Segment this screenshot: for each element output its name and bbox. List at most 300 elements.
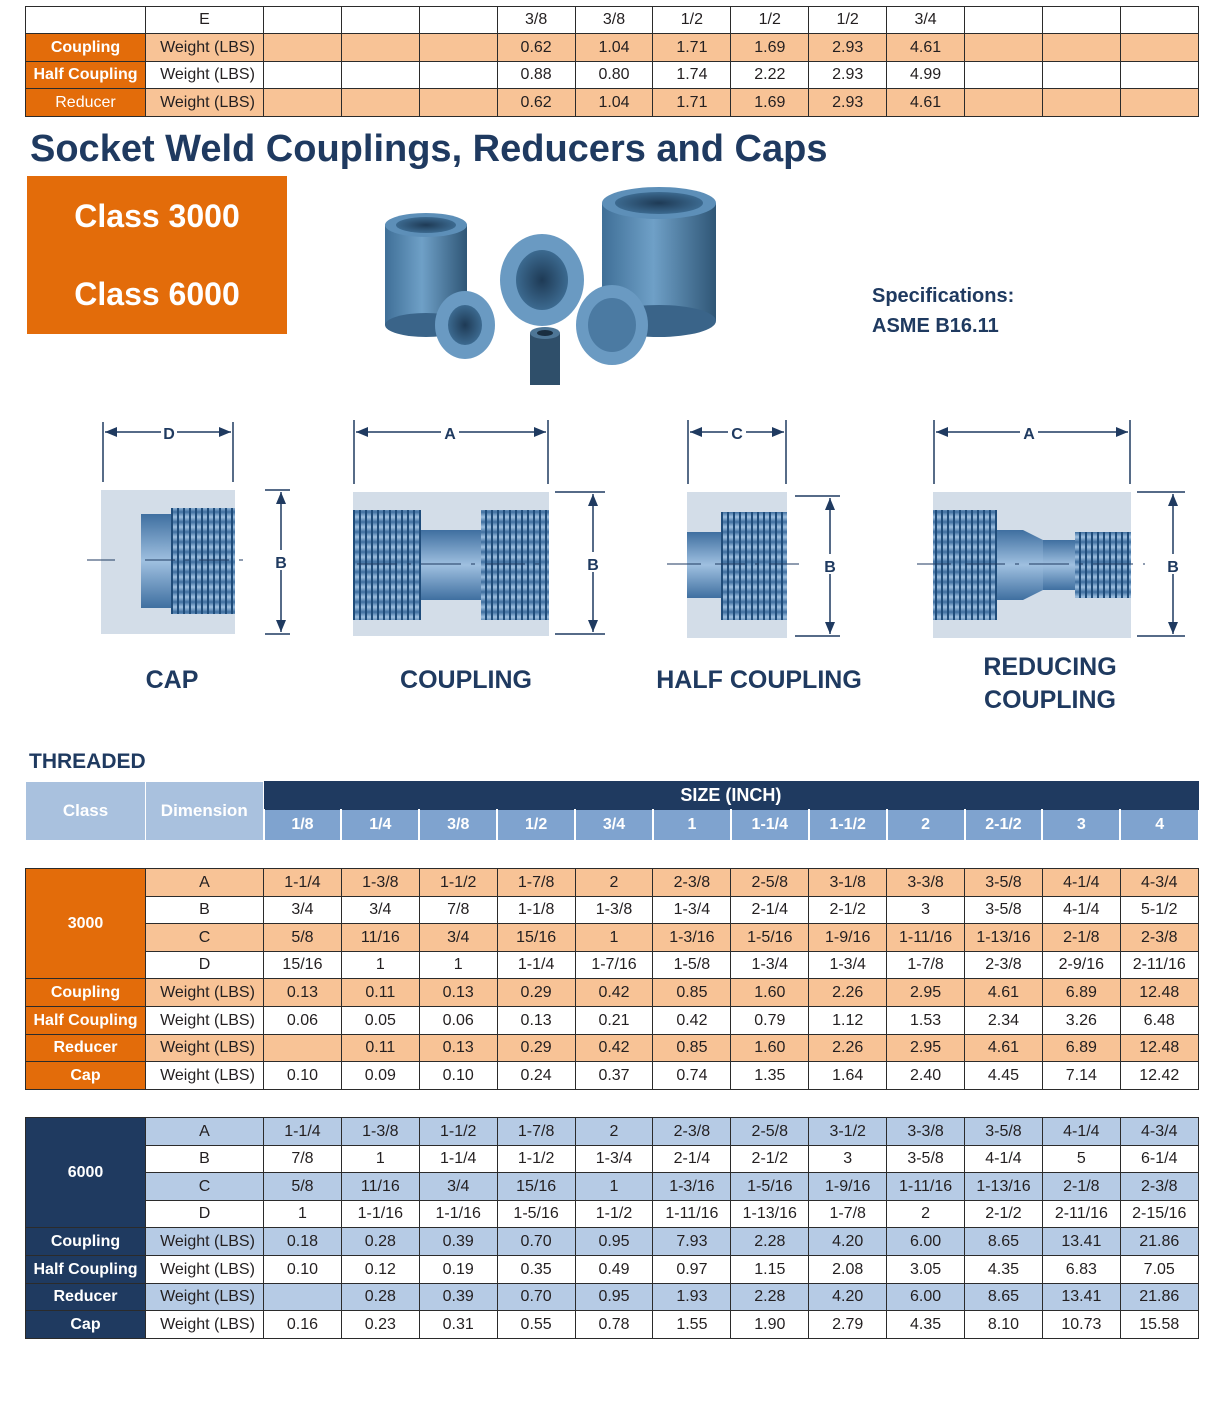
table-cell: 2.95 xyxy=(887,979,965,1007)
cap-label: CAP xyxy=(145,666,199,694)
table-cell: 3 xyxy=(887,897,965,924)
table-cell: 21.86 xyxy=(1120,1284,1198,1311)
table-cell xyxy=(264,7,342,34)
table-row xyxy=(26,1256,1199,1284)
table-cell: 2-1/2 xyxy=(965,1201,1043,1228)
table-cell: 4.20 xyxy=(809,1284,887,1311)
table-cell xyxy=(1042,7,1120,34)
table-cell: 1-3/8 xyxy=(341,1118,419,1146)
table-cell: 1/2 xyxy=(731,7,809,34)
table-row xyxy=(26,869,1199,897)
table-cell: 0.79 xyxy=(731,1007,809,1035)
table-cell: 7/8 xyxy=(264,1146,342,1173)
table-cell: 1/2 xyxy=(809,7,887,34)
table-cell: 2-3/8 xyxy=(1120,924,1198,952)
dim-label: D xyxy=(146,1201,264,1228)
table-cell: 0.74 xyxy=(653,1062,731,1090)
table-cell: 1.71 xyxy=(653,89,731,117)
table-cell xyxy=(264,62,342,89)
table-cell: 5/8 xyxy=(264,1173,342,1201)
table-cell: 7.14 xyxy=(1042,1062,1120,1090)
table-cell: 0.31 xyxy=(419,1311,497,1339)
table-row xyxy=(26,1228,1199,1256)
table-cell xyxy=(965,89,1043,117)
table-cell: 1.04 xyxy=(575,89,653,117)
half-coupling-label: HALF COUPLING xyxy=(656,666,862,694)
table-cell: 4-3/4 xyxy=(1120,1118,1198,1146)
reducing-coupling-label xyxy=(950,651,1150,717)
dim-label: Weight (LBS) xyxy=(146,34,264,62)
table-row xyxy=(26,62,1199,89)
reducing-coupling-diagram xyxy=(915,412,1195,652)
table-cell: 1.60 xyxy=(731,979,809,1007)
dim-label: Weight (LBS) xyxy=(146,1062,264,1090)
table-cell: 1-11/16 xyxy=(887,924,965,952)
table-cell: 4.61 xyxy=(965,1035,1043,1062)
table-cell: 4-1/4 xyxy=(1042,897,1120,924)
table-cell: 6.83 xyxy=(1042,1256,1120,1284)
dim-label: E xyxy=(146,7,264,34)
table-cell: 21.86 xyxy=(1120,1228,1198,1256)
table-cell: 0.49 xyxy=(575,1256,653,1284)
table-cell: 0.09 xyxy=(341,1062,419,1090)
table-cell: 3/4 xyxy=(419,924,497,952)
table-cell: 1-1/4 xyxy=(264,1118,342,1146)
table-cell: 1-11/16 xyxy=(887,1173,965,1201)
dim-label: Weight (LBS) xyxy=(146,1311,264,1339)
dim-letter-b: B xyxy=(587,557,599,574)
size-column-header: 3/8 xyxy=(419,810,497,841)
table-cell: 2-3/8 xyxy=(1120,1173,1198,1201)
table-cell: 15/16 xyxy=(497,1173,575,1201)
reducing-coupling-label-line1: REDUCING xyxy=(983,653,1117,681)
table-cell: 15/16 xyxy=(497,924,575,952)
table-cell: 11/16 xyxy=(341,924,419,952)
table-cell: 2.28 xyxy=(731,1284,809,1311)
spec-label: Specifications: xyxy=(872,285,1015,307)
table-cell: 1-3/8 xyxy=(575,897,653,924)
table-cell: 2-11/16 xyxy=(1120,952,1198,979)
table-cell: 10.73 xyxy=(1042,1311,1120,1339)
table-cell: 3.05 xyxy=(887,1256,965,1284)
table-cell: 2-1/2 xyxy=(809,897,887,924)
class-6000-label: Class 6000 xyxy=(74,276,240,312)
table-cell: 0.42 xyxy=(653,1007,731,1035)
table-cell: 1-1/4 xyxy=(264,869,342,897)
table-cell: 6.89 xyxy=(1042,1035,1120,1062)
size-column-header: 1-1/2 xyxy=(809,810,887,841)
table-cell: 1-5/16 xyxy=(497,1201,575,1228)
size-column-header: 1/2 xyxy=(497,810,575,841)
table-cell: 0.39 xyxy=(419,1228,497,1256)
size-column-header: 2-1/2 xyxy=(965,810,1043,841)
size-column-header: 1/8 xyxy=(264,810,342,841)
table-cell: 3 xyxy=(809,1146,887,1173)
table-cell: 3/4 xyxy=(341,897,419,924)
row-label: Reducer xyxy=(26,1035,146,1062)
table-cell: 4-3/4 xyxy=(1120,869,1198,897)
table-cell: 2-15/16 xyxy=(1120,1201,1198,1228)
size-column-header: 3 xyxy=(1042,810,1120,841)
half-coupling-diagram xyxy=(665,412,865,652)
table-cell: 1-11/16 xyxy=(653,1201,731,1228)
table-row xyxy=(26,34,1199,62)
table-cell: 2.22 xyxy=(731,62,809,89)
table-cell: 1-7/8 xyxy=(887,952,965,979)
table-cell: 0.62 xyxy=(497,34,575,62)
table-cell: 3-5/8 xyxy=(887,1146,965,1173)
table-cell: 0.11 xyxy=(341,979,419,1007)
table-cell: 2.26 xyxy=(809,979,887,1007)
table-cell: 0.95 xyxy=(575,1284,653,1311)
table-cell: 0.24 xyxy=(497,1062,575,1090)
table-cell: 5/8 xyxy=(264,924,342,952)
table-cell: 2.26 xyxy=(809,1035,887,1062)
table-cell xyxy=(1120,62,1198,89)
dim-label: Weight (LBS) xyxy=(146,979,264,1007)
dim-label: D xyxy=(146,952,264,979)
size-header xyxy=(25,781,1199,841)
table-cell: 2.95 xyxy=(887,1035,965,1062)
cap-diagram xyxy=(85,412,300,652)
table-cell: 0.55 xyxy=(497,1311,575,1339)
table-cell: 0.78 xyxy=(575,1311,653,1339)
table-cell: 1-3/16 xyxy=(653,1173,731,1201)
table-cell: 0.19 xyxy=(419,1256,497,1284)
table-cell: 2-1/4 xyxy=(731,897,809,924)
table-cell: 1-13/16 xyxy=(731,1201,809,1228)
table-cell: 4-1/4 xyxy=(1042,869,1120,897)
table-cell: 3-5/8 xyxy=(965,897,1043,924)
table-cell: 1.12 xyxy=(809,1007,887,1035)
size-column-header: 4 xyxy=(1120,810,1198,841)
table-row xyxy=(26,1284,1199,1311)
class-3000-dims xyxy=(26,869,1199,1090)
table-row xyxy=(26,7,1199,34)
size-column-header: 1-1/4 xyxy=(731,810,809,841)
table-cell: 1-1/2 xyxy=(419,869,497,897)
table-cell: 2-3/8 xyxy=(653,1118,731,1146)
table-cell: 8.65 xyxy=(965,1228,1043,1256)
table-cell: 1-1/4 xyxy=(419,1146,497,1173)
table-cell: 3-3/8 xyxy=(887,869,965,897)
table-cell: 1-7/8 xyxy=(497,1118,575,1146)
table-cell: 1 xyxy=(419,952,497,979)
specifications xyxy=(872,281,1014,341)
table-cell: 2-5/8 xyxy=(731,869,809,897)
table-cell: 2.93 xyxy=(809,34,887,62)
table-row xyxy=(26,1007,1199,1035)
size-column-header: 2 xyxy=(887,810,965,841)
table-row xyxy=(26,1201,1199,1228)
row-label: Reducer xyxy=(26,89,146,117)
top-weight-table xyxy=(25,6,1199,117)
table-row xyxy=(26,1146,1199,1173)
table-cell: 0.29 xyxy=(497,979,575,1007)
table-cell: 4.45 xyxy=(965,1062,1043,1090)
row-label: Half Coupling xyxy=(26,1007,146,1035)
table-cell: 1.64 xyxy=(809,1062,887,1090)
table-cell: 4.61 xyxy=(965,979,1043,1007)
table-cell: 0.05 xyxy=(341,1007,419,1035)
table-cell: 3/4 xyxy=(887,7,965,34)
dim-label: Weight (LBS) xyxy=(146,1284,264,1311)
table-cell: 2-3/8 xyxy=(653,869,731,897)
table-cell: 8.65 xyxy=(965,1284,1043,1311)
table-cell: 5-1/2 xyxy=(1120,897,1198,924)
table-cell: 2.93 xyxy=(809,62,887,89)
dim-letter-c: C xyxy=(731,426,743,443)
table-cell: 4.61 xyxy=(887,34,965,62)
table-cell: 3-5/8 xyxy=(965,869,1043,897)
table-cell: 0.13 xyxy=(419,979,497,1007)
table-cell: 0.06 xyxy=(264,1007,342,1035)
table-row xyxy=(26,1173,1199,1201)
table-cell: 4.61 xyxy=(887,89,965,117)
coupling-diagram xyxy=(345,412,615,652)
dim-letter-b: B xyxy=(1167,559,1179,576)
table-cell: 2.79 xyxy=(809,1311,887,1339)
table-cell: 0.39 xyxy=(419,1284,497,1311)
table-cell: 4-1/4 xyxy=(965,1146,1043,1173)
table-cell: 0.35 xyxy=(497,1256,575,1284)
table-cell xyxy=(1120,34,1198,62)
dim-label: Weight (LBS) xyxy=(146,89,264,117)
table-cell: 1-3/4 xyxy=(731,952,809,979)
table-cell: 1/2 xyxy=(653,7,731,34)
table-cell: 2-1/8 xyxy=(1042,924,1120,952)
table-cell: 0.70 xyxy=(497,1284,575,1311)
table-cell: 0.13 xyxy=(264,979,342,1007)
table-cell: 1-1/2 xyxy=(419,1118,497,1146)
dim-label: Weight (LBS) xyxy=(146,1007,264,1035)
fittings-photo xyxy=(380,185,740,405)
table-cell: 1-3/16 xyxy=(653,924,731,952)
size-column-header: 1 xyxy=(653,810,731,841)
class-box xyxy=(27,176,287,334)
table-cell: 1-5/8 xyxy=(653,952,731,979)
table-cell: 3-1/8 xyxy=(809,869,887,897)
table-cell: 0.85 xyxy=(653,979,731,1007)
table-cell: 1-1/16 xyxy=(419,1201,497,1228)
table-cell: 0.10 xyxy=(264,1062,342,1090)
table-cell: 0.80 xyxy=(575,62,653,89)
class-6000-table xyxy=(25,1117,1199,1339)
table-cell xyxy=(1120,89,1198,117)
table-cell: 1.15 xyxy=(731,1256,809,1284)
table-cell xyxy=(26,7,146,34)
table-cell: 1.35 xyxy=(731,1062,809,1090)
table-cell: 1.69 xyxy=(731,89,809,117)
row-label: Cap xyxy=(26,1311,146,1339)
table-cell: 1 xyxy=(341,952,419,979)
table-row xyxy=(26,897,1199,924)
table-cell: 0.11 xyxy=(341,1035,419,1062)
table-cell: 0.62 xyxy=(497,89,575,117)
table-row xyxy=(26,924,1199,952)
table-cell: 1.04 xyxy=(575,34,653,62)
class-label: 3000 xyxy=(26,869,146,979)
table-cell: 1-5/16 xyxy=(731,924,809,952)
dim-letter-a: A xyxy=(444,426,456,443)
section-heading-threaded: THREADED xyxy=(29,750,146,773)
class-6000-dims xyxy=(26,1118,1199,1339)
table-cell: 13.41 xyxy=(1042,1284,1120,1311)
table-cell: 3/8 xyxy=(497,7,575,34)
table-cell: 2-9/16 xyxy=(1042,952,1120,979)
spec-value: ASME B16.11 xyxy=(872,315,999,337)
table-row xyxy=(26,1035,1199,1062)
table-cell: 15/16 xyxy=(264,952,342,979)
table-cell xyxy=(965,34,1043,62)
dim-letter-a: A xyxy=(1023,426,1035,443)
table-cell: 2.28 xyxy=(731,1228,809,1256)
table-cell: 0.16 xyxy=(264,1311,342,1339)
table-cell: 2-11/16 xyxy=(1042,1201,1120,1228)
table-cell: 4.35 xyxy=(965,1256,1043,1284)
table-cell: 4.99 xyxy=(887,62,965,89)
table-row xyxy=(26,1062,1199,1090)
table-cell: 2.34 xyxy=(965,1007,1043,1035)
table-cell: 0.28 xyxy=(341,1284,419,1311)
class-label: 6000 xyxy=(26,1118,146,1228)
table-cell: 12.42 xyxy=(1120,1062,1198,1090)
table-cell: 1 xyxy=(575,1173,653,1201)
table-cell: 0.10 xyxy=(264,1256,342,1284)
table-cell xyxy=(965,7,1043,34)
table-cell: 1-1/8 xyxy=(497,897,575,924)
table-cell: 0.23 xyxy=(341,1311,419,1339)
dim-label: A xyxy=(146,869,264,897)
table-cell: 1-1/16 xyxy=(341,1201,419,1228)
table-cell: 1.93 xyxy=(653,1284,731,1311)
reducing-coupling-label-line2: COUPLING xyxy=(984,686,1116,714)
class-3000-table xyxy=(25,868,1199,1090)
row-label: Half Coupling xyxy=(26,62,146,89)
table-cell xyxy=(419,89,497,117)
row-label: Coupling xyxy=(26,34,146,62)
table-cell: 1.69 xyxy=(731,34,809,62)
table-cell: 4.35 xyxy=(887,1311,965,1339)
table-cell xyxy=(264,34,342,62)
table-cell xyxy=(264,1284,342,1311)
table-cell xyxy=(1042,89,1120,117)
dim-label: C xyxy=(146,924,264,952)
table-cell: 3-3/8 xyxy=(887,1118,965,1146)
table-cell: 2 xyxy=(575,1118,653,1146)
table-cell: 0.85 xyxy=(653,1035,731,1062)
table-cell: 1-7/16 xyxy=(575,952,653,979)
table-cell xyxy=(1042,34,1120,62)
dim-label: C xyxy=(146,1173,264,1201)
table-cell: 2-3/8 xyxy=(965,952,1043,979)
table-cell: 1-13/16 xyxy=(965,1173,1043,1201)
table-cell: 1-13/16 xyxy=(965,924,1043,952)
table-cell: 0.13 xyxy=(497,1007,575,1035)
row-label: Coupling xyxy=(26,979,146,1007)
dim-label: Weight (LBS) xyxy=(146,1228,264,1256)
table-cell: 5 xyxy=(1042,1146,1120,1173)
table-cell: 1-3/4 xyxy=(809,952,887,979)
table-cell: 0.13 xyxy=(419,1035,497,1062)
table-cell: 7/8 xyxy=(419,897,497,924)
table-cell: 6-1/4 xyxy=(1120,1146,1198,1173)
table-cell xyxy=(965,62,1043,89)
table-cell: 1.90 xyxy=(731,1311,809,1339)
dim-label: B xyxy=(146,1146,264,1173)
table-cell xyxy=(341,7,419,34)
table-cell xyxy=(419,7,497,34)
table-cell: 0.97 xyxy=(653,1256,731,1284)
table-cell: 1.55 xyxy=(653,1311,731,1339)
table-cell: 6.89 xyxy=(1042,979,1120,1007)
table-cell: 1-1/2 xyxy=(497,1146,575,1173)
table-cell: 1-3/4 xyxy=(575,1146,653,1173)
table-cell: 0.42 xyxy=(575,1035,653,1062)
table-cell: 1-7/8 xyxy=(497,869,575,897)
table-cell xyxy=(264,89,342,117)
table-cell: 2.93 xyxy=(809,89,887,117)
table-cell: 1 xyxy=(264,1201,342,1228)
table-cell: 0.42 xyxy=(575,979,653,1007)
table-cell: 0.10 xyxy=(419,1062,497,1090)
table-cell: 2-5/8 xyxy=(731,1118,809,1146)
dim-letter-b: B xyxy=(275,555,287,572)
dimension-column-header: Dimension xyxy=(146,782,264,841)
dim-letter-b: B xyxy=(824,559,836,576)
table-cell xyxy=(341,89,419,117)
table-cell: 4-1/4 xyxy=(1042,1118,1120,1146)
size-column-header: 3/4 xyxy=(575,810,653,841)
table-cell: 0.21 xyxy=(575,1007,653,1035)
table-cell: 4.20 xyxy=(809,1228,887,1256)
table-cell: 0.95 xyxy=(575,1228,653,1256)
dim-label: Weight (LBS) xyxy=(146,1256,264,1284)
table-cell: 2 xyxy=(887,1201,965,1228)
table-cell: 1.74 xyxy=(653,62,731,89)
table-cell: 12.48 xyxy=(1120,979,1198,1007)
table-cell: 0.18 xyxy=(264,1228,342,1256)
table-cell: 1 xyxy=(341,1146,419,1173)
table-cell: 1 xyxy=(575,924,653,952)
table-cell: 1-3/8 xyxy=(341,869,419,897)
table-cell: 2 xyxy=(575,869,653,897)
table-cell xyxy=(341,62,419,89)
dim-label: A xyxy=(146,1118,264,1146)
table-cell xyxy=(264,1035,342,1062)
table-cell: 15.58 xyxy=(1120,1311,1198,1339)
table-cell: 6.48 xyxy=(1120,1007,1198,1035)
dim-label: Weight (LBS) xyxy=(146,62,264,89)
table-cell: 0.37 xyxy=(575,1062,653,1090)
size-heading: SIZE (INCH) xyxy=(264,782,1199,810)
table-cell: 2-1/8 xyxy=(1042,1173,1120,1201)
table-cell: 3-1/2 xyxy=(809,1118,887,1146)
table-row xyxy=(26,89,1199,117)
table-cell: 3/4 xyxy=(264,897,342,924)
table-cell: 7.05 xyxy=(1120,1256,1198,1284)
table-row xyxy=(26,1118,1199,1146)
table-cell: 2.40 xyxy=(887,1062,965,1090)
coupling-label: COUPLING xyxy=(400,666,532,694)
table-cell: 0.70 xyxy=(497,1228,575,1256)
dim-letter-d: D xyxy=(163,426,175,443)
table-cell: 3/8 xyxy=(575,7,653,34)
table-cell: 3-5/8 xyxy=(965,1118,1043,1146)
table-cell: 11/16 xyxy=(341,1173,419,1201)
table-cell: 2.08 xyxy=(809,1256,887,1284)
row-label: Coupling xyxy=(26,1228,146,1256)
